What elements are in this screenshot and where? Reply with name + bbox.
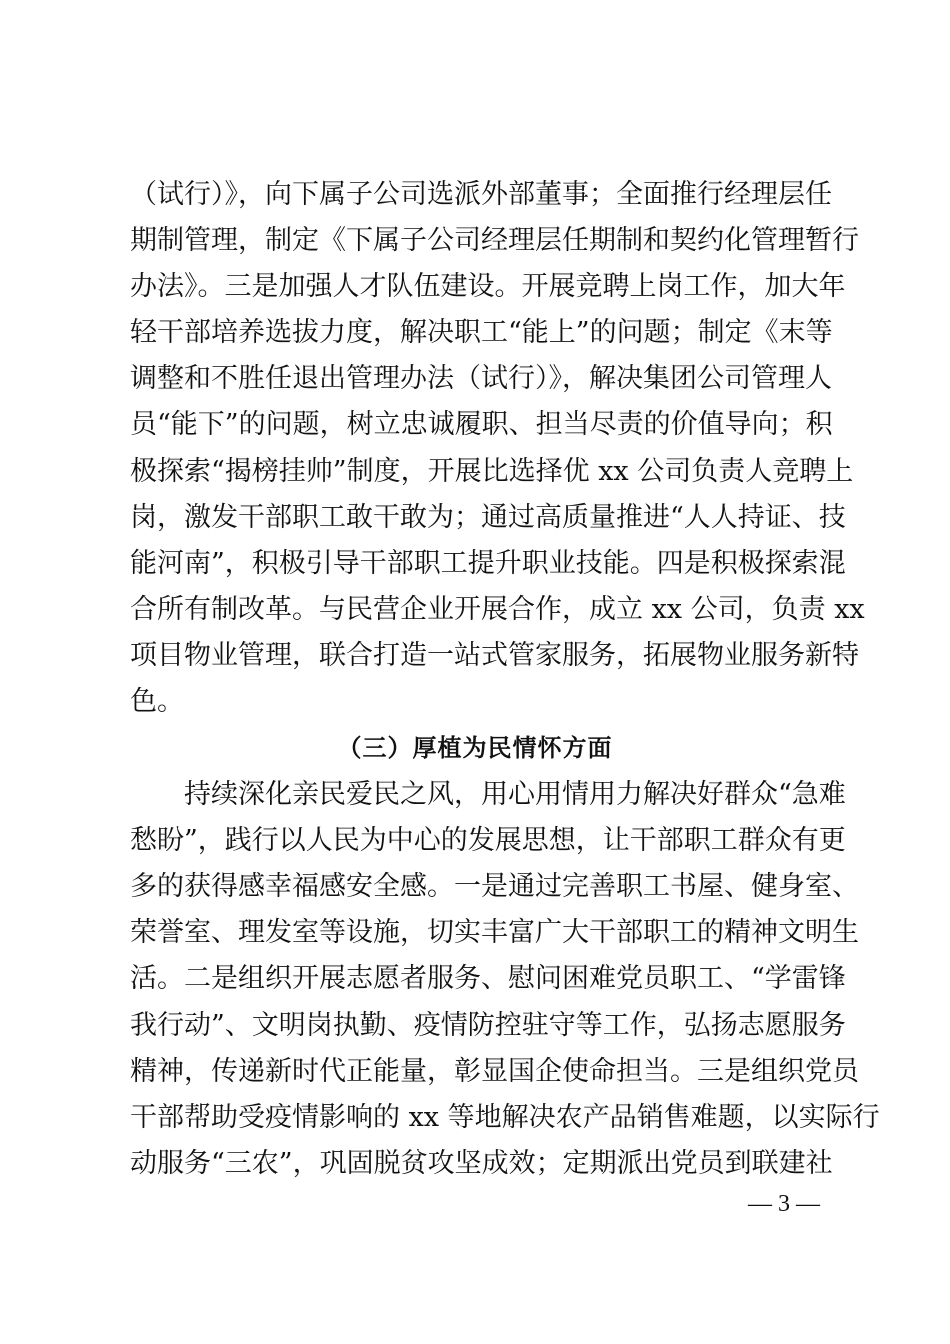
paragraph-line: 色。: [130, 686, 184, 717]
paragraph-line: 干部帮助受疫情影响的 xx 等地解决农产品销售难题，以实际行: [130, 1102, 880, 1133]
paragraph-line: 调整和不胜任退出管理办法（试行）》，解决集团公司管理人: [130, 363, 832, 394]
paragraph-2: [130, 776, 880, 1196]
paragraph-line: 办法》。三是加强人才队伍建设。开展竞聘上岗工作，加大年: [130, 271, 846, 302]
paragraph-line: 持续深化亲民爱民之风，用心用情用力解决好群众“急难: [184, 779, 846, 810]
paragraph-line: 岗，激发干部职工敢干敢为；通过高质量推进“人人持证、技: [130, 502, 846, 533]
paragraph-line: 荣誉室、理发室等设施，切实丰富广大干部职工的精神文明生: [130, 917, 859, 948]
paragraph-line: 愁盼”，践行以人民为中心的发展思想，让干部职工群众有更: [130, 825, 846, 856]
paragraph-line: 我行动”、文明岗执勤、疫情防控驻守等工作，弘扬志愿服务: [130, 1010, 846, 1041]
paragraph-1: [130, 176, 865, 717]
paragraph-line: 能河南”，积极引导干部职工提升职业技能。四是积极探索混: [130, 548, 846, 579]
paragraph-line: 活。二是组织开展志愿者服务、慰问困难党员职工、“学雷锋: [130, 963, 846, 994]
page-number: — 3 —: [748, 1191, 820, 1217]
paragraph-line: 多的获得感幸福感安全感。一是通过完善职工书屋、健身室、: [130, 871, 859, 902]
paragraph-line: 项目物业管理，联合打造一站式管家服务，拓展物业服务新特: [130, 640, 859, 671]
paragraph-line: 精神，传递新时代正能量，彰显国企使命担当。三是组织党员: [130, 1056, 859, 1087]
paragraph-line: 极探索“揭榜挂帅”制度，开展比选择优 xx 公司负责人竞聘上: [130, 456, 854, 487]
paragraph-line: （试行）》，向下属子公司选派外部董事；全面推行经理层任: [130, 179, 832, 210]
paragraph-line: 合所有制改革。与民营企业开展合作，成立 xx 公司，负责 xx: [130, 594, 865, 625]
paragraph-line: 动服务“三农”，巩固脱贫攻坚成效；定期派出党员到联建社: [130, 1148, 833, 1179]
section-heading: （三）厚植为民情怀方面: [337, 734, 613, 762]
paragraph-line: 期制管理，制定《下属子公司经理层任期制和契约化管理暂行: [130, 225, 859, 256]
paragraph-line: 员“能下”的问题，树立忠诚履职、担当尽责的价值导向；积: [130, 409, 833, 440]
paragraph-line: 轻干部培养选拔力度，解决职工“能上”的问题；制定《末等: [130, 317, 833, 348]
